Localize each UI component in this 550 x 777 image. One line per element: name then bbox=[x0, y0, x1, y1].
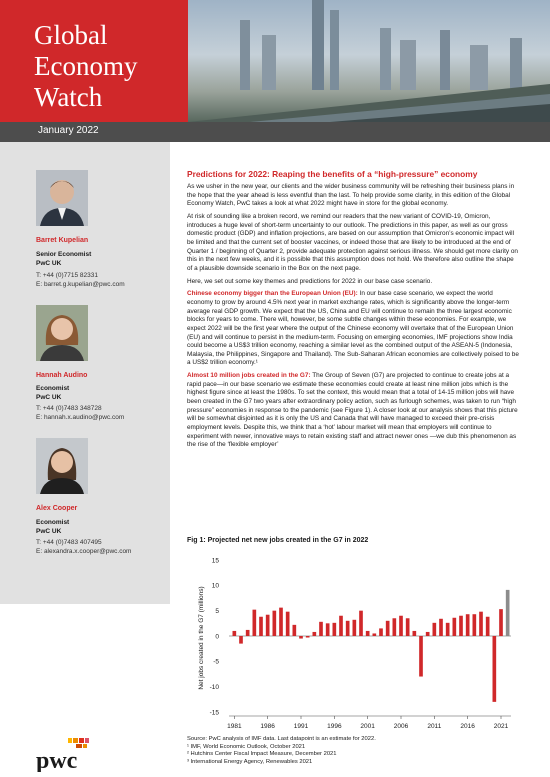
author-name: Barret Kupelian bbox=[36, 237, 89, 244]
x-tick-label: 2001 bbox=[360, 723, 375, 730]
bar bbox=[239, 636, 243, 644]
x-tick-label: 2016 bbox=[460, 723, 475, 730]
bar bbox=[406, 618, 410, 636]
pwc-logo-text: pwc bbox=[36, 748, 78, 772]
bar bbox=[359, 611, 363, 636]
author-email[interactable]: E: hannah.x.audino@pwc.com bbox=[36, 414, 125, 421]
bar bbox=[419, 636, 423, 677]
paragraph-lead: Chinese economy bigger than the European Union (EU): bbox=[187, 290, 358, 298]
bar bbox=[393, 618, 397, 636]
bar bbox=[379, 628, 383, 636]
bar bbox=[353, 620, 357, 636]
x-tick-label: 1981 bbox=[227, 723, 242, 730]
author-phone: T: +44 (0)7483 348728 bbox=[36, 405, 102, 412]
page-title: Global Economy Watch bbox=[34, 20, 138, 112]
bar bbox=[339, 616, 343, 636]
bar bbox=[486, 617, 490, 636]
author-name: Alex Cooper bbox=[36, 505, 78, 512]
y-tick-label: -10 bbox=[209, 683, 219, 691]
bar bbox=[459, 616, 463, 636]
bar bbox=[479, 612, 483, 636]
bar bbox=[233, 631, 237, 636]
y-tick-label: 15 bbox=[211, 557, 219, 565]
paragraph-body: In our base case scenario, we expect the world economy to grow by around 4.5% next year in market exchange rates, which is significantly above the longer-term average real GDP growth. We expect that the US, China and EU will continue to remain the three largest economic blocks for years to come. There will, however, be some subtle changes within these economies. For example, we expect 2022 will be the first year where the output of the Chinese economy will overtake that of the European Union (EU) and will continue to persist in the medium-term. Focusing on emerging economies, IMF projections show India could become a US$3 trillion economy, reaching a similar level as the combined output of the ASEAN-5 (Indonesia, Malaysia, the Philippines, Singapore and Thailand). The Sub-Saharan African economies are collectively poised to be a US$2 trillion economy.¹ bbox=[187, 290, 519, 367]
bar bbox=[253, 610, 257, 636]
bar bbox=[279, 608, 283, 636]
author-role: Senior Economist bbox=[36, 251, 92, 258]
article-heading: Predictions for 2022: Reaping the benefits of a “high-pressure” economy bbox=[187, 169, 478, 179]
jobs-bar-chart bbox=[187, 550, 522, 732]
y-tick-label: -5 bbox=[213, 658, 219, 666]
bar bbox=[299, 636, 303, 639]
author-name: Hannah Audino bbox=[36, 372, 88, 379]
author-photo-hannah bbox=[36, 305, 88, 361]
y-tick-label: 5 bbox=[215, 607, 219, 615]
bar bbox=[293, 625, 297, 636]
date-band bbox=[0, 122, 550, 142]
x-tick-label: 2006 bbox=[393, 723, 409, 730]
pwc-logo bbox=[36, 738, 96, 772]
bar bbox=[453, 618, 457, 636]
paragraph: As we usher in the new year, our clients and the wider business community will be refreshing their business plans in the hope that the year ahead is less eventful than the last. To help provide some clarity, in this edition of the Global Economy Watch, PwC takes a look at what 2022 might have in store for the global economy. bbox=[187, 183, 515, 208]
bar bbox=[286, 612, 290, 636]
issue-date: January 2022 bbox=[38, 125, 99, 136]
author-phone: T: +44 (0)7715 82331 bbox=[36, 272, 98, 279]
y-axis-label: Net jobs created in the G7 (millions) bbox=[198, 586, 205, 690]
author-role: Economist bbox=[36, 519, 70, 526]
bar bbox=[499, 609, 503, 636]
y-tick-label: -15 bbox=[209, 709, 219, 717]
bar bbox=[493, 636, 497, 702]
bar bbox=[346, 621, 350, 636]
bar bbox=[273, 611, 277, 636]
author-org: PwC UK bbox=[36, 260, 62, 267]
author-email[interactable]: E: alexandra.x.cooper@pwc.com bbox=[36, 548, 132, 555]
bar bbox=[366, 631, 370, 636]
author-phone: T: +44 (0)7483 407495 bbox=[36, 539, 102, 546]
author-org: PwC UK bbox=[36, 394, 62, 401]
x-tick-label: 2011 bbox=[427, 723, 442, 730]
figure-title: Fig 1: Projected net new jobs created in the G7 in 2022 bbox=[187, 537, 369, 544]
hero-banner bbox=[0, 0, 550, 122]
paragraph-body: The Group of Seven (G7) are projected to continue to create jobs at a rapid pace—in our base scenario we estimate these economies could create at least nine million jobs which is the highest figure since at least the 1980s. To set the context, this would mean that a total of 14-15 million jobs will have been created in the G7 two years after extraordinary policy action, such as furlough schemes, was taken to run “high pressure” economies in response to the pandemic (see Figure 1). A closer look at our analysis shows that this picture will be somewhat disjointed as it is only the US and Canada that will have managed to exceed their pre-crisis employment levels. Despite this, we think that a ‘hot’ labour market will mean that employers will continue to experiment with newer, innovative ways to retain existing staff and attract newer ones —we dub this phenomenon as the rise of the ‘flexible employer’ bbox=[187, 372, 518, 449]
figure-source bbox=[187, 736, 517, 766]
bar bbox=[413, 631, 417, 636]
bar bbox=[473, 614, 477, 636]
bar bbox=[306, 636, 310, 638]
bar bbox=[446, 623, 450, 636]
footnote: ³ International Energy Agency, Renewables 2021 bbox=[187, 758, 313, 765]
author-role: Economist bbox=[36, 385, 70, 392]
bar bbox=[506, 590, 510, 636]
y-tick-label: 10 bbox=[211, 582, 219, 590]
author-photo-barret bbox=[36, 170, 88, 226]
bar bbox=[426, 632, 430, 636]
bar bbox=[373, 633, 377, 636]
paragraph: Here, we set out some key themes and predictions for 2022 in our base case scenario. bbox=[187, 277, 433, 285]
author-email[interactable]: E: barret.g.kupelian@pwc.com bbox=[36, 281, 125, 288]
x-tick-label: 2021 bbox=[493, 723, 509, 730]
paragraph: At risk of sounding like a broken record, we remind our readers that the new variant of COVID-19, Omicron, introduces a huge level of short-term uncertainty to our outlook. The predictions in this paper, as well as our gross domestic product (GDP) and inflation projections, are based on our assumption that Omicron’s economic impact will be limited and that the current set of booster vaccines, or indeed those that are likely to be introduced at the end of Quarter 1 / beginning of Quarter 2, provide adequate protection against serious illness. We should get more clarity on this in the next few weeks, and it is possible that this assumption does not hold. We therefore also outline the shape of a plausible downside scenario in the Box on the next page. bbox=[187, 212, 518, 272]
article bbox=[187, 169, 519, 454]
bar bbox=[259, 617, 263, 636]
x-tick-label: 1986 bbox=[260, 723, 275, 730]
paragraph bbox=[187, 372, 519, 450]
paragraph bbox=[187, 290, 519, 368]
bar bbox=[386, 621, 390, 636]
title-box bbox=[0, 0, 188, 122]
y-tick-label: 0 bbox=[215, 633, 219, 641]
bar bbox=[433, 623, 437, 636]
footnote: ² Hutchins Center Fiscal Impact Measure, December 2021 bbox=[187, 751, 337, 758]
bar bbox=[466, 614, 470, 636]
paragraph-lead: Almost 10 million jobs created in the G7: bbox=[187, 372, 311, 380]
bar bbox=[326, 623, 330, 636]
source-note: Source: PwC analysis of IMF data. Last datapoint is an estimate for 2022. bbox=[187, 736, 376, 742]
bar bbox=[439, 619, 443, 636]
bar bbox=[313, 632, 317, 636]
x-tick-label: 1991 bbox=[293, 723, 309, 730]
bar bbox=[319, 622, 323, 636]
bar bbox=[266, 615, 270, 636]
x-tick-label: 1996 bbox=[327, 723, 342, 730]
footnote: ¹ IMF, World Economic Outlook, October 2021 bbox=[187, 743, 306, 750]
author-photo-alex bbox=[36, 438, 88, 494]
bar bbox=[246, 630, 250, 636]
author-org: PwC UK bbox=[36, 528, 62, 535]
bar bbox=[399, 616, 403, 636]
bar bbox=[333, 623, 337, 636]
